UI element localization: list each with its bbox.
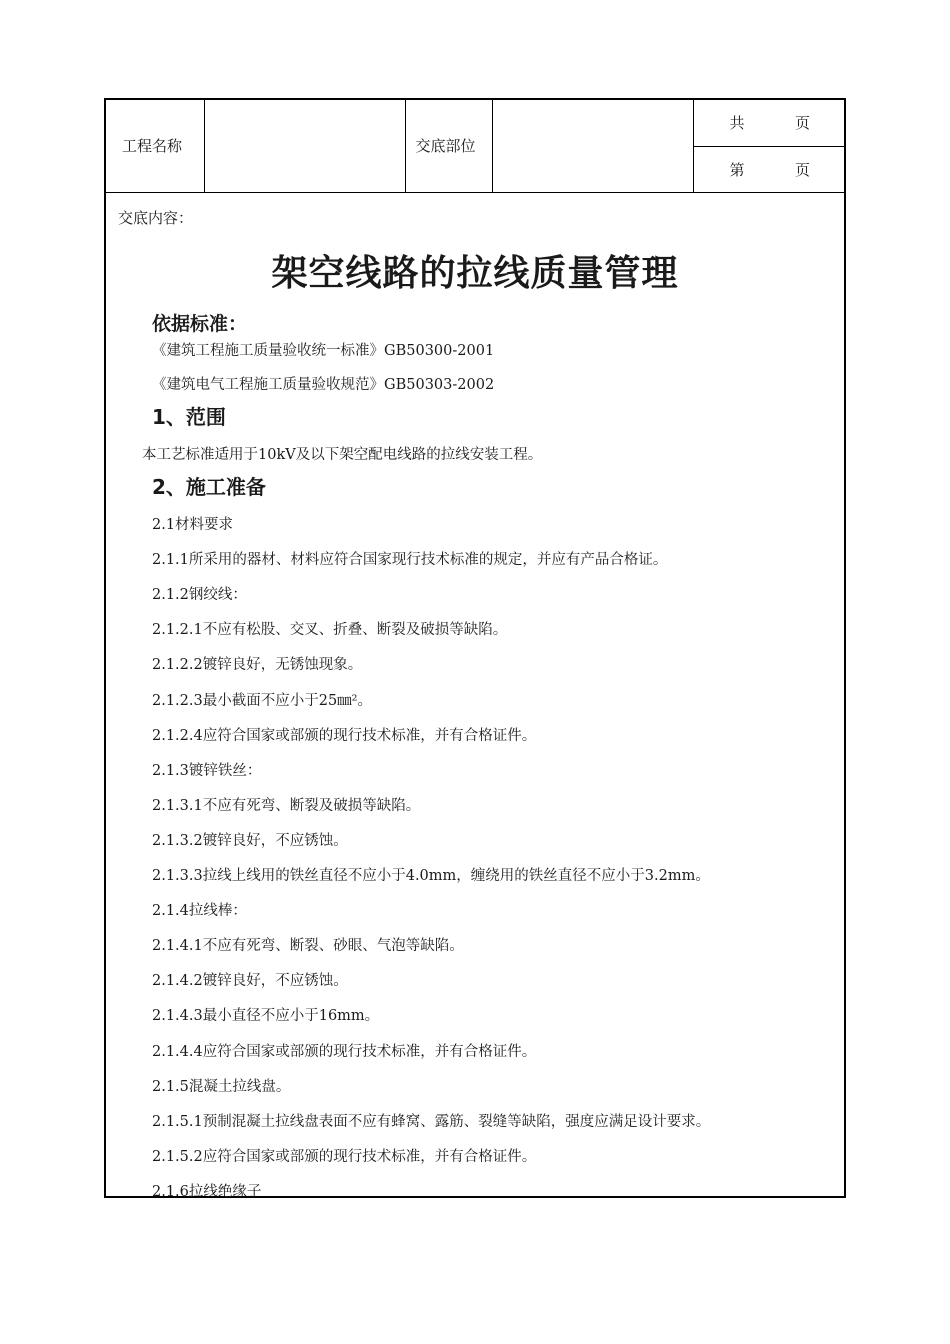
prep-line: 2.1.2.2镀锌良好，无锈蚀现象。 [152, 657, 363, 674]
prep-line: 2.1.3镀锌铁丝： [152, 762, 262, 779]
scope-text: 本工艺标准适用于10kV及以下架空配电线路的拉线安装工程。 [142, 447, 543, 463]
disclosure-form [104, 98, 846, 1198]
basis-heading: 依据标准： [152, 313, 248, 335]
page-number-suffix: 页 [794, 160, 810, 179]
prep-line: 2.1.1所采用的器材、材料应符合国家现行技术标准的规定，并应有产品合格证。 [152, 552, 668, 569]
prep-line: 2.1.2.4应符合国家或部颁的现行技术标准，并有合格证件。 [152, 727, 537, 744]
content-area [106, 192, 844, 1200]
basis-item: 《建筑工程施工质量验收统一标准》GB50300-2001 [152, 343, 495, 359]
header-table [106, 100, 844, 193]
document-title [106, 245, 844, 296]
prep-line: 2.1.3.1不应有死弯、断裂及破损等缺陷。 [152, 797, 421, 814]
prep-line: 2.1.2.1不应有松股、交叉、折叠、断裂及破损等缺陷。 [152, 622, 508, 639]
total-pages-prefix: 共 [729, 114, 745, 133]
scope-heading: 1、范围 [152, 405, 226, 429]
prep-line: 2.1材料要求 [152, 517, 234, 533]
prep-line: 2.1.2钢绞线： [152, 587, 247, 604]
prep-heading: 2、施工准备 [152, 475, 266, 499]
basis-item: 《建筑电气工程施工质量验收规范》GB50303-2002 [152, 377, 495, 393]
prep-line: 2.1.5.1预制混凝土拉线盘表面不应有蜂窝、露筋、裂缝等缺陷，强度应满足设计要求。 [152, 1113, 711, 1130]
prep-line: 2.1.5混凝土拉线盘。 [152, 1078, 291, 1095]
page-number-cell [693, 146, 844, 192]
prep-line: 2.1.4.4应符合国家或部颁的现行技术标准，并有合格证件。 [152, 1043, 537, 1060]
prep-line: 2.1.3.3拉线上线用的铁丝直径不应小于4.0mm，缠绕用的铁丝直径不应小于3.2mm。 [152, 868, 710, 884]
prep-line: 2.1.4.3最小直径不应小于16mm。 [152, 1008, 380, 1025]
project-name-label: 工程名称 [106, 100, 204, 192]
page-number-prefix: 第 [729, 160, 745, 179]
prep-line: 2.1.4拉线棒： [152, 903, 247, 920]
total-pages-cell [693, 100, 844, 146]
prep-line: 2.1.2.3最小截面不应小于25㎜²。 [152, 692, 372, 709]
prep-line: 2.1.6拉线绝缘子 [152, 1183, 262, 1200]
project-name-value [204, 100, 405, 192]
prep-line: 2.1.4.2镀锌良好，不应锈蚀。 [152, 973, 348, 990]
total-pages-suffix: 页 [794, 114, 810, 133]
location-label: 交底部位 [405, 100, 492, 192]
prep-line: 2.1.5.2应符合国家或部颁的现行技术标准，并有合格证件。 [152, 1148, 537, 1165]
prep-line: 2.1.3.2镀锌良好，不应锈蚀。 [152, 832, 348, 849]
section-label: 交底内容： [118, 209, 194, 227]
document-title-text: 架空线路的拉线质量管理 [271, 252, 679, 294]
location-value [492, 100, 693, 192]
prep-line: 2.1.4.1不应有死弯、断裂、砂眼、气泡等缺陷。 [152, 938, 464, 955]
